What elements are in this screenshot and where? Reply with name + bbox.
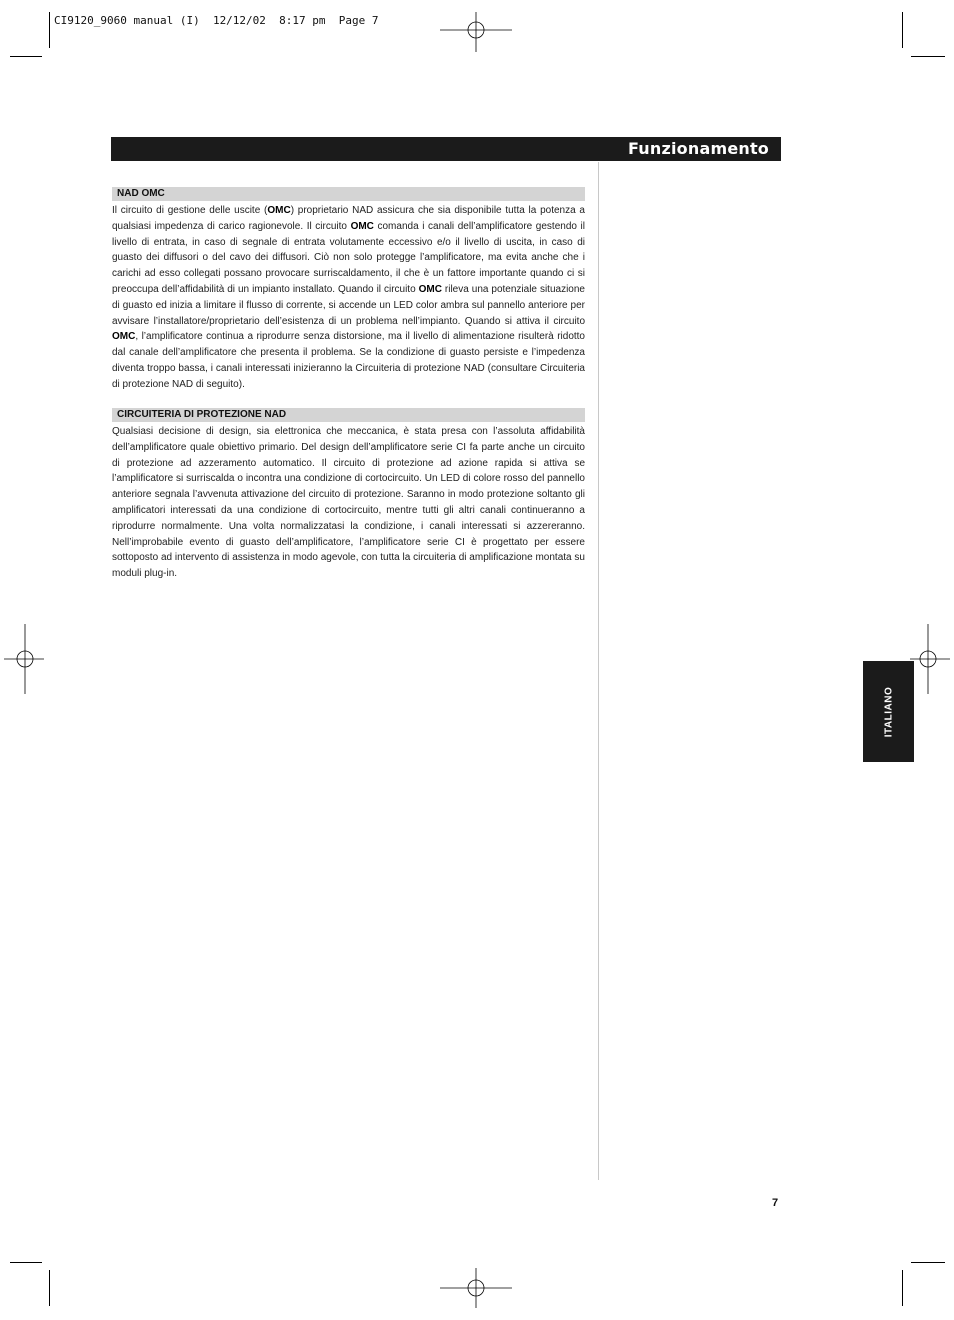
text-run: Qualsiasi decisione di design, sia elettronica che meccanica, è stata presa con l’assoluta affidabilità dell’amplificatore quale obiettivo primario. Del design dell’amplificatore serie CI fa parte anche un circuito di protezione ad azzeramento automatico. Il circuito di protezione ad azione rapida si attiva se l’amplificatore si surriscalda o incontra una condizione di cortocircuito. Un LED di colore rosso del pannello anteriore segnala l’avvenuta attivazione del circuito di protezione. Saranno in modo protezione soltanto gli amplificatori interessati da una condizione di cortocircuito, mentre tutti gli altri canali continueranno a riprodurre normalmente. Una volta normalizzatasi la condizione, i canali interessati si azzereranno. Nell’improbabile evento di guasto dell’amplificatore, l’amplificatore serie CI è progettato per essere sottoposto ad intervento di assistenza in modo agevole, con tutta la circuiteria di amplificazione montata su moduli plug-in. bbox=[112, 426, 585, 580]
page-title: Funzionamento bbox=[627, 139, 769, 158]
slug-line: CI9120_9060 manual (I) 12/12/02 8:17 pm Page 7 bbox=[54, 14, 379, 27]
registration-mark-icon bbox=[440, 12, 512, 52]
bold-term: OMC bbox=[267, 205, 291, 216]
text-run: ) proprietario NAD assicura che sia disponibile tutta la potenza a qualsiasi impedenza di carico ragionevole. Il circuito bbox=[112, 205, 585, 232]
crop-mark-icon bbox=[911, 56, 945, 57]
crop-mark-icon bbox=[911, 1262, 945, 1263]
bold-term: OMC bbox=[112, 331, 136, 343]
paragraph bbox=[112, 424, 585, 582]
page-number: 7 bbox=[772, 1197, 779, 1209]
text-run: Il circuito di gestione delle uscite ( bbox=[112, 205, 268, 216]
section-heading: CIRCUITERIA DI PROTEZIONE NAD bbox=[112, 408, 585, 422]
registration-mark-icon bbox=[910, 624, 950, 694]
crop-mark-icon bbox=[902, 1270, 903, 1306]
registration-mark-icon bbox=[4, 624, 44, 694]
bold-term: OMC bbox=[418, 283, 442, 295]
crop-mark-icon bbox=[49, 1270, 50, 1306]
column-divider bbox=[598, 162, 599, 1180]
text-run: rileva una potenziale situazione di guasto ed inizia a limitare il flusso di corrente, si accende un LED color ambra sul pannello anteriore per avvisare l’installatore/proprietario dell’esistenza di un problema nell’impianto. Quando si attiva il circuito bbox=[112, 283, 585, 327]
section-circuiteria-protezione bbox=[112, 408, 585, 582]
section-heading: NAD OMC bbox=[112, 187, 585, 201]
paragraph bbox=[112, 203, 585, 393]
language-tab-label: ITALIANO bbox=[883, 686, 894, 737]
crop-mark-icon bbox=[902, 12, 903, 48]
text-run: comanda i canali dell’amplificatore gestendo il livello di entrata, in caso di segnale di entrata volutamente eccessivo e/o il livello di uscita, in caso di guasto dei diffusori o del cavo dei diffusori. Ciò non solo protegge l’amplificatore, ma evita anche che i carichi ad esso collegati possano provocare surriscaldamento, il che è un fattore importante quando ci si preoccupa dell’affidabilità di un impianto installato. Quando il circuito bbox=[112, 220, 585, 295]
bold-term: OMC bbox=[350, 220, 374, 232]
section-body bbox=[112, 424, 585, 582]
section-nad-omc bbox=[112, 187, 585, 393]
crop-mark-icon bbox=[49, 12, 50, 48]
section-body bbox=[112, 203, 585, 393]
text-run: , l’amplificatore continua a riprodurre senza distorsione, ma il livello di alimentazione risulterà ridotto dal canale dell’amplificatore che presenta il problema. Se la condizione di guasto persiste e l’impedenza diventa troppo bassa, i canali interessati inizieranno la Circuiteria di protezione NAD (consultare Circuiteria di protezione NAD di seguito). bbox=[112, 331, 585, 390]
language-tab bbox=[863, 661, 914, 762]
crop-mark-icon bbox=[10, 56, 42, 57]
header-bar bbox=[111, 137, 781, 161]
registration-mark-icon bbox=[440, 1268, 512, 1308]
crop-mark-icon bbox=[10, 1262, 42, 1263]
